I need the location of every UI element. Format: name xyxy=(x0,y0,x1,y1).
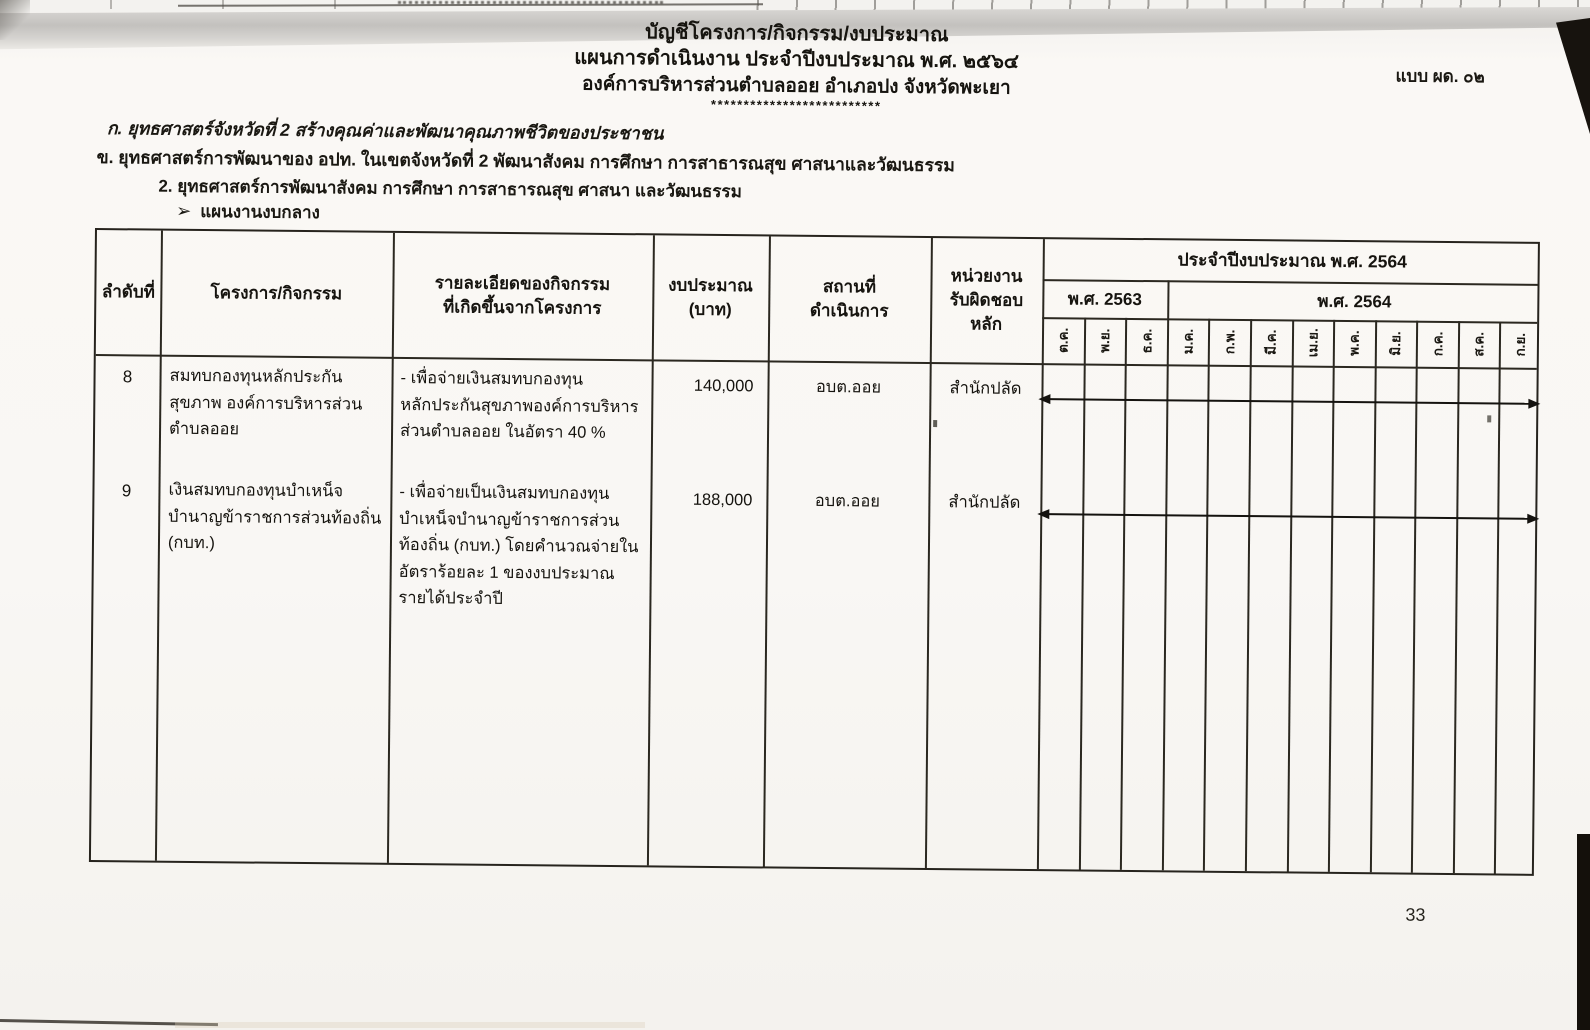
row-unit: สำนักปลัด xyxy=(948,493,1021,512)
plan-name-line xyxy=(176,198,320,226)
month-header xyxy=(1375,320,1416,366)
month-header xyxy=(1416,321,1458,367)
row-no: 8 xyxy=(122,367,133,387)
row-detail: - เพื่อจ่ายเงินสมทบกองทุน หลักประกันสุขภาพองค์การบริหาร ส่วนตำบลออย ในอัตรา 40 % xyxy=(399,368,639,442)
organization-name: องค์การบริหารส่วนตำบลออย อำเภอปง จังหวัดพะเยา xyxy=(581,73,1011,99)
table-grid-line xyxy=(1162,280,1170,870)
month-label: เม.ย. xyxy=(1305,328,1321,358)
column-header-location: สถานที่ ดำเนินการ xyxy=(809,276,889,321)
row-project: เงินสมทบกองทุนบำเหน็จ บำนาญข้าราชการส่วนท้องถิ่น (กบท.) xyxy=(167,480,382,553)
document-header xyxy=(296,16,1297,116)
scan-speck xyxy=(933,420,937,427)
month-header xyxy=(1042,317,1084,363)
column-header-no: ลำดับที่ xyxy=(101,282,155,302)
row-location: อบต.ออย xyxy=(815,377,882,397)
month-label: มี.ค. xyxy=(1263,329,1280,356)
month-header xyxy=(1499,321,1541,367)
month-header xyxy=(1125,318,1167,364)
row-budget: 140,000 xyxy=(693,376,754,396)
scan-speck xyxy=(1487,415,1491,422)
table-grid-line xyxy=(387,233,395,863)
column-header-project: โครงการ/กิจกรรม xyxy=(210,283,343,304)
month-header xyxy=(1292,319,1333,365)
table-grid-line xyxy=(763,236,771,866)
month-header xyxy=(1250,319,1292,365)
divider-stars: ************************** xyxy=(710,96,882,114)
month-label: ก.ค. xyxy=(1429,331,1446,357)
row-budget: 188,000 xyxy=(692,490,753,510)
year-group-2563: พ.ศ. 2563 xyxy=(1067,289,1142,310)
document-title: บัญชีโครงการ/กิจกรรม/งบประมาณ xyxy=(645,21,949,47)
table-grid-line xyxy=(155,231,163,861)
month-label: ต.ค. xyxy=(1055,327,1072,354)
month-header xyxy=(1333,320,1375,366)
month-label: ก.ย. xyxy=(1512,332,1529,357)
year-group-2564: พ.ศ. 2564 xyxy=(1317,291,1392,312)
provincial-strategy-line: ก. ยุทธศาสตร์จังหวัดที่ 2 สร้างคุณค่าและพัฒนาคุณภาพชีวิตของประชาชน xyxy=(106,118,664,144)
table-grid-line xyxy=(1043,279,1538,286)
table-grid-line xyxy=(647,235,655,865)
row-location: อบต.ออย xyxy=(814,491,881,511)
row-detail: - เพื่อจ่ายเป็นเงินสมทบกองทุน บำเหน็จบำนาญข้าราชการส่วน ท้องถิ่น (กบท.) โดยคำนวณจ่ายใน อัตราร้อยละ 1 ของงบประมาณ รายได้ประจำปี xyxy=(398,482,639,608)
row-project: สมทบกองทุนหลักประกัน สุขภาพ องค์การบริหารส่วน ตำบลออย xyxy=(168,366,363,439)
month-label: ธ.ค. xyxy=(1138,328,1155,354)
column-header-detail: รายละเอียดของกิจกรรม ที่เกิดขึ้นจากโครงการ xyxy=(434,273,611,318)
month-header xyxy=(1167,318,1208,364)
local-org-strategy-line: ข. ยุทธศาสตร์การพัฒนาของ อปท. ในเขตจังหวัดที่ 2 พัฒนาสังคม การศึกษา การสาธารณสุข ศาสนาและวัฒนธรรม xyxy=(96,147,955,176)
document-subtitle: แผนการดำเนินงาน ประจำปีงบประมาณ พ.ศ. ๒๕๖๔ xyxy=(574,46,1020,73)
month-label: ก.พ. xyxy=(1221,329,1238,355)
month-header xyxy=(1458,321,1499,367)
month-label: ส.ค. xyxy=(1471,331,1487,357)
column-header-budget: งบประมาณ (บาท) xyxy=(668,275,753,320)
page-number: 33 xyxy=(1405,904,1426,925)
month-header xyxy=(1084,317,1125,363)
row-unit: สำนักปลัด xyxy=(949,379,1022,398)
month-label: ม.ค. xyxy=(1180,328,1196,355)
row-no: 9 xyxy=(121,481,132,501)
month-label: พ.ย. xyxy=(1097,328,1113,353)
month-label: พ.ค. xyxy=(1346,330,1363,356)
month-label: มิ.ย. xyxy=(1388,331,1404,356)
plan-name-label: แผนงานงบกลาง xyxy=(200,202,320,223)
project-budget-table xyxy=(89,228,1540,876)
development-strategy-line: 2. ยุทธศาสตร์การพัฒนาสังคม การศึกษา การสาธารณสุข ศาสนา และวัฒนธรรม xyxy=(158,176,742,202)
form-code-label: แบบ ผด. ๐๒ xyxy=(1395,66,1485,87)
fiscal-year-header: ประจำปีงบประมาณ พ.ศ. 2564 xyxy=(1177,249,1407,272)
arrow-bullet-icon: ➢ xyxy=(176,200,192,221)
month-header xyxy=(1208,319,1250,365)
column-header-unit: หน่วยงาน รับผิดชอบ หลัก xyxy=(949,266,1024,334)
